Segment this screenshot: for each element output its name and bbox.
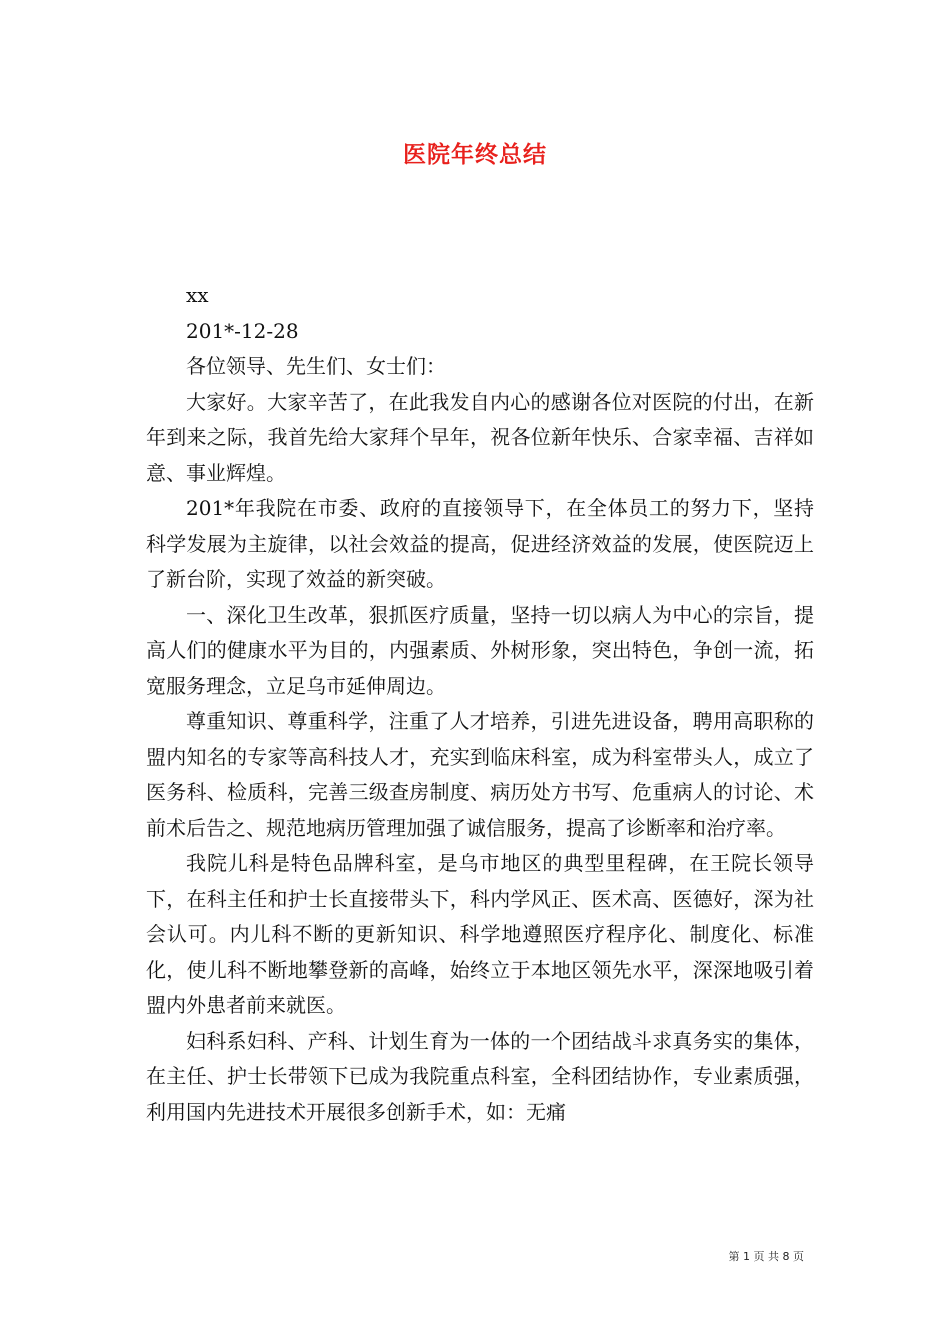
document-body bbox=[146, 278, 814, 1130]
paragraph: 妇科系妇科、产科、计划生育为一体的一个团结战斗求真务实的集体，在主任、护士长带领下已成为我院重点科室，全科团结协作，专业素质强，利用国内先进技术开展很多创新手术，如：无痛 bbox=[146, 1028, 814, 1124]
paragraph: 大家好。大家辛苦了，在此我发自内心的感谢各位对医院的付出，在新年到来之际，我首先给大家拜个早年，祝各位新年快乐、合家幸福、吉祥如意、事业辉煌。 bbox=[146, 389, 814, 485]
date-line: 201*-12-28 bbox=[186, 318, 299, 343]
paragraph: 一、深化卫生改革，狠抓医疗质量，坚持一切以病人为中心的宗旨，提高人们的健康水平为目的，内强素质、外树形象，突出特色，争创一流，拓宽服务理念，立足乌市延伸周边。 bbox=[146, 602, 814, 698]
salutation: 各位领导、先生们、女士们： bbox=[186, 354, 446, 378]
paragraph: 尊重知识、尊重科学，注重了人才培养，引进先进设备，聘用高职称的盟内知名的专家等高科技人才，充实到临床科室，成为科室带头人，成立了医务科、检质科，完善三级查房制度、病历处方书写、危重病人的讨论、术前术后告之、规范地病历管理加强了诚信服务，提高了诊断率和治疗率。 bbox=[146, 709, 814, 840]
document-title: 医院年终总结 bbox=[403, 141, 547, 168]
page-number: 第 1 页 共 8 页 bbox=[728, 1250, 804, 1263]
author-line: xx bbox=[186, 283, 209, 307]
paragraph: 201*年我院在市委、政府的直接领导下，在全体员工的努力下，坚持科学发展为主旋律，以社会效益的提高，促进经济效益的发展，使医院迈上了新台阶，实现了效益的新突破。 bbox=[146, 496, 814, 591]
paragraph: 我院儿科是特色品牌科室，是乌市地区的典型里程碑，在王院长领导下，在科主任和护士长直接带头下，科内学风正、医术高、医德好，深为社会认可。内儿科不断的更新知识、科学地遵照医疗程序化、制度化、标准化，使儿科不断地攀登新的高峰，始终立于本地区领先水平，深深地吸引着盟内外患者前来就医。 bbox=[146, 851, 814, 1017]
